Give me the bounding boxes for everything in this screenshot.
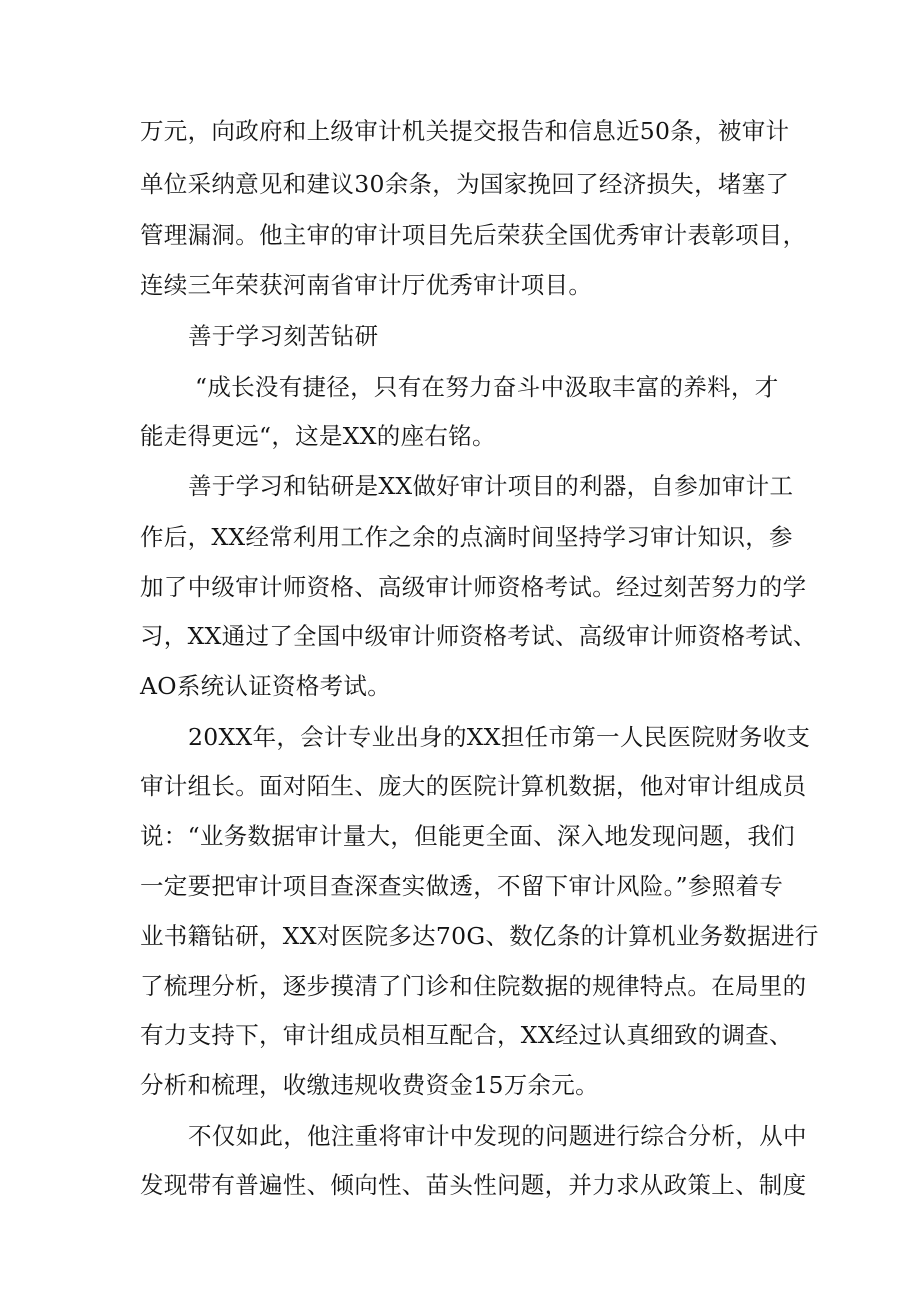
line-text: 习，XX通过了全国中级审计师资格考试、高级审计师资格考试、	[140, 622, 817, 650]
line-text: 连续三年荣获河南省审计厅优秀审计项目。	[140, 271, 593, 299]
line-text: 分析和梳理，收缴违规收费资金15万余元。	[140, 1071, 599, 1099]
text-line	[0, 1155, 920, 1215]
line-text: 作后，XX经常利用工作之余的点滴时间坚持学习审计知识，参	[140, 523, 793, 551]
line-text: 审计组长。面对陌生、庞大的医院计算机数据，他对审计组成员	[140, 772, 807, 800]
line-text: 不仅如此，他注重将审计中发现的问题进行综合分析，从中	[188, 1122, 807, 1150]
line-text: 说：“业务数据审计量大，但能更全面、深入地发现问题，我们	[140, 822, 795, 850]
line-text: 发现带有普遍性、倾向性、苗头性问题，并力求从政策上、制度	[140, 1171, 807, 1199]
line-text: 加了中级审计师资格、高级审计师资格考试。经过刻苦努力的学	[140, 573, 807, 601]
line-text: 单位采纳意见和建议30余条，为国家挽回了经济损失，堵塞了	[140, 170, 790, 198]
line-text: 有力支持下，审计组成员相互配合，XX经过认真细致的调查、	[140, 1021, 793, 1049]
heading-text: 善于学习刻苦钻研	[188, 322, 379, 350]
line-text: 万元，向政府和上级审计机关提交报告和信息近50条，被审计	[140, 117, 790, 145]
text-line	[0, 101, 920, 161]
line-text: AO系统认证资格考试。	[140, 672, 392, 700]
line-text: 业书籍钻研，XX对医院多达70G、数亿条的计算机业务数据进行	[140, 922, 819, 950]
line-text: “成长没有捷径，只有在努力奋斗中汲取丰富的养料，才	[195, 373, 779, 401]
line-text: 一定要把审计项目查深查实做透，不留下审计风险。”参照着专	[140, 872, 784, 900]
line-text: 管理漏洞。他主审的审计项目先后荣获全国优秀审计表彰项目，	[140, 221, 807, 249]
line-text: 能走得更远“，这是XX的座右铭。	[140, 422, 496, 450]
line-text: 20XX年，会计专业出身的XX担任市第一人民医院财务收支	[188, 723, 811, 751]
line-text: 善于学习和钻研是XX做好审计项目的利器，自参加审计工	[188, 472, 794, 500]
line-text: 了梳理分析，逐步摸清了门诊和住院数据的规律特点。在局里的	[140, 972, 807, 1000]
